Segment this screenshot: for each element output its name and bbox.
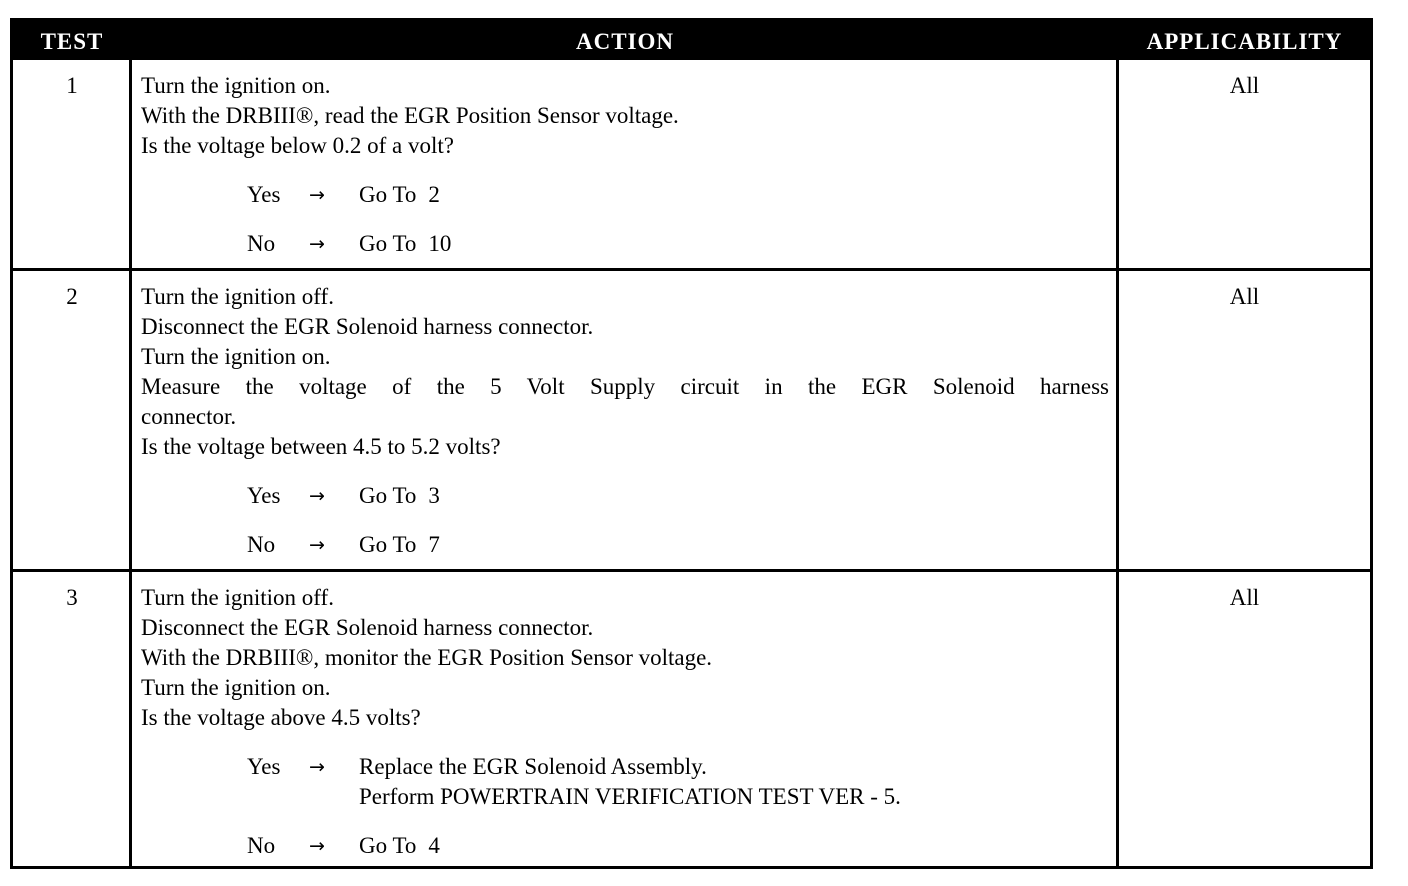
row-divider	[13, 268, 1370, 271]
applicability-value: All	[1229, 284, 1260, 309]
header-action: ACTION	[575, 29, 674, 54]
goto-number: 7	[428, 532, 440, 557]
action-step: With the DRBIII®, monitor the EGR Position Sensor voltage.	[141, 645, 713, 670]
action-cell	[141, 71, 1109, 259]
action-step: With the DRBIII®, read the EGR Position Sensor voltage.	[141, 103, 679, 128]
row-divider	[13, 569, 1370, 572]
header-applicability: APPLICABILITY	[1146, 29, 1343, 54]
arrow-right-icon: →	[309, 184, 325, 206]
no-label: No	[247, 833, 276, 858]
action-step: Measure the voltage of the 5 Volt Supply circuit in the EGR Solenoid harness	[141, 374, 1109, 399]
action-step: Disconnect the EGR Solenoid harness connector.	[141, 314, 594, 339]
no-destination	[359, 229, 451, 259]
action-step: Turn the ignition off.	[141, 284, 334, 309]
action-step: Is the voltage between 4.5 to 5.2 volts?	[141, 434, 501, 459]
goto-number: 2	[428, 182, 440, 207]
applicability-value: All	[1229, 73, 1260, 98]
goto-text: Go To	[359, 231, 417, 256]
goto-text: Go To	[359, 483, 417, 508]
action-step: Turn the ignition on.	[141, 73, 331, 98]
no-answer	[247, 831, 1109, 861]
no-label: No	[247, 231, 276, 256]
header-test: TEST	[40, 29, 104, 54]
arrow-right-icon: →	[309, 534, 325, 556]
action-step: Turn the ignition on.	[141, 344, 331, 369]
column-divider	[129, 60, 132, 866]
column-divider	[1116, 60, 1119, 866]
goto-text: Go To	[359, 182, 417, 207]
test-number: 2	[66, 284, 78, 309]
yes-label: Yes	[247, 182, 281, 207]
arrow-right-icon: →	[309, 485, 325, 507]
yes-instruction: Perform POWERTRAIN VERIFICATION TEST VER - 5.	[359, 784, 901, 809]
goto-text: Go To	[359, 833, 417, 858]
action-step: Is the voltage above 4.5 volts?	[141, 705, 421, 730]
yes-label: Yes	[247, 754, 281, 779]
yes-instruction: Replace the EGR Solenoid Assembly.	[359, 754, 707, 779]
table-header	[13, 21, 1370, 60]
yes-destination	[359, 481, 440, 511]
goto-text: Go To	[359, 532, 417, 557]
no-destination	[359, 831, 440, 861]
action-step: Turn the ignition off.	[141, 585, 334, 610]
arrow-right-icon: →	[309, 835, 325, 857]
applicability-value: All	[1229, 585, 1260, 610]
no-destination	[359, 530, 440, 560]
yes-answer	[247, 180, 1109, 210]
action-step: Turn the ignition on.	[141, 675, 331, 700]
diagnostic-test-table	[10, 18, 1373, 869]
goto-number: 10	[428, 231, 452, 256]
action-step: Is the voltage below 0.2 of a volt?	[141, 133, 454, 158]
yes-destination	[359, 752, 901, 812]
action-step: connector.	[141, 404, 237, 429]
yes-label: Yes	[247, 483, 281, 508]
yes-answer	[247, 481, 1109, 511]
test-number: 1	[66, 73, 78, 98]
goto-number: 3	[428, 483, 440, 508]
arrow-right-icon: →	[309, 756, 325, 778]
no-answer	[247, 229, 1109, 259]
action-cell	[141, 583, 1109, 861]
answers	[247, 180, 1109, 259]
no-answer	[247, 530, 1109, 560]
goto-number: 4	[428, 833, 440, 858]
test-number: 3	[66, 585, 78, 610]
no-label: No	[247, 532, 276, 557]
answers	[247, 752, 1109, 861]
action-step: Disconnect the EGR Solenoid harness connector.	[141, 615, 594, 640]
yes-destination	[359, 180, 440, 210]
arrow-right-icon: →	[309, 233, 325, 255]
answers	[247, 481, 1109, 560]
yes-answer	[247, 752, 1109, 812]
action-cell	[141, 282, 1109, 560]
